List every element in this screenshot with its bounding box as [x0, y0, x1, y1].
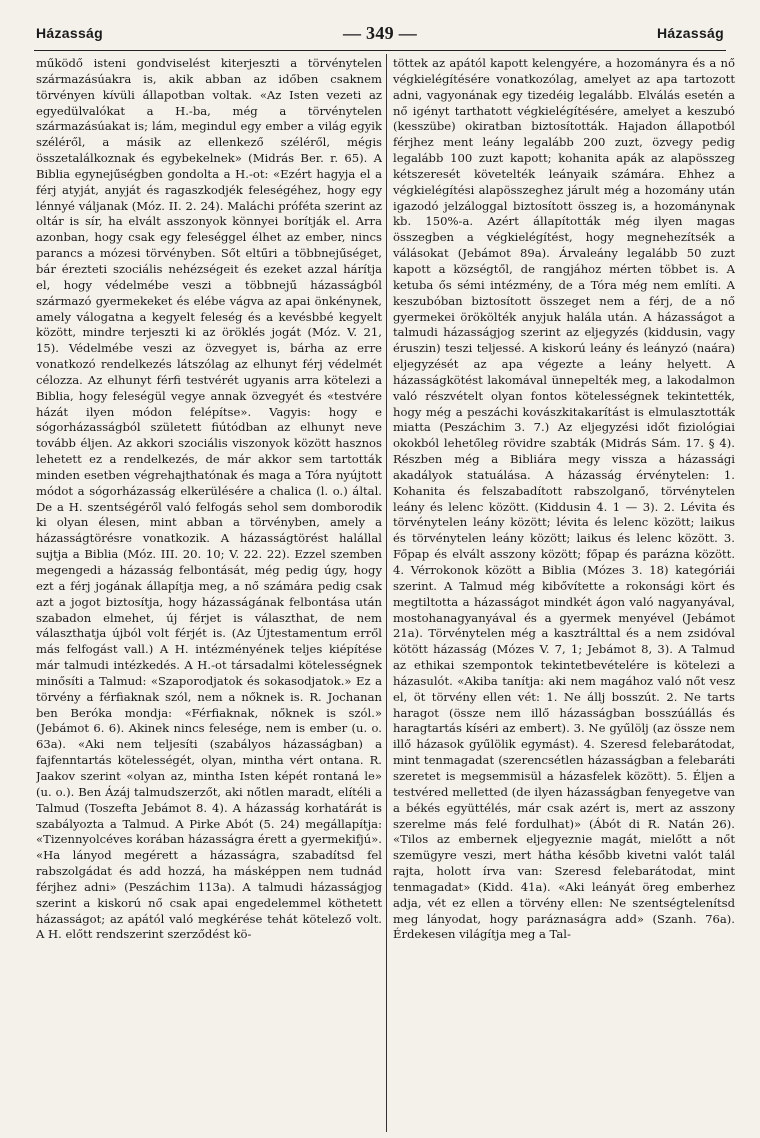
left-column-text: működő isteni gondviselést kiterjeszti a törvénytelen származásúakra is, akik abban az időben csaknem törvényen kívüli állapotban voltak. «Az Isten vezeti az egyedülvalókat a H.-ba, még a törvénytelen származásúakat is; lám, megindul egy ember a világ egyik széléről, a másik az ellenkező széléről, mégis összetalálkoznak és egybekelnek» (Midrás Ber. r. 65). A Biblia egynejűségben gondolta a H.-ot: «Ezért hagyja el a férj atyját, anyját és ragaszkodjék feleségéhez, hogy egy lénnyé váljanak (Móz. II. 2. 24). Maláchi próféta szerint az oltár is sír, ha elvált asszonyok könnyei borítják el. Arra azonban, hogy csak egy feleséggel élhet az ember, nincs parancs a mózesi törvényben. Sőt eltűri a többnejűséget, bár érezteti szociális nehézségeit és ezeket azzal hárítja el, hogy védelmébe veszi a többnejű házasságból származó gyermekeket és elébe vágva az apai önkénynek, amely válogatna a kegyelt feleség és a kevésbbé kegyelt között, mindre terjeszti ki az öröklés jogát (Móz. V. 21, 15). Védelmébe veszi az özvegyet is, bárha az erre vonatkozó rendelkezés látszólag az elhunyt férj védelmét célozza. Az elhunyt férfi testvérét ugyanis arra kötelezi a Biblia, hogy feleségül vegye annak özvegyét és «testvére házát ilyen módon felépítse». Vagyis: hogy e sógorházasságból született fiútódban az elhunyt neve tovább éljen. Az akkori szociális viszonyok között hasznos lehetett ez a rendelkezés, de már akkor sem tartották minden esetben végrehajthatónak és maga a Tóra nyújtott módot a sógorházasság elkerülésére a chalica (l. o.) által. De a H. szentségéről való felfogás sehol sem domborodik ki olyan élesen, mint abban a törvényben, amely a házasságtörésre vonatkozik. A házasságtörést halállal sujtja a Biblia (Móz. III. 20. 10; V. 22. 22). Ezzel szemben megengedi a házasság felbontását, még pedig úgy, hogy ezt a férj jogának állapítja meg, a nő számára pedig csak azt a jogot biztosítja, hogy házasságának felbontása után szabadon elmehet, új férjet is választhat, de nem választhatja újból volt férjét is. (Az Újtestamentum erről más felfogást vall.) A H. intézményének teljes kiépítése már talmudi intézkedés. A H.-ot társadalmi kötelességnek minősíti a Talmud: «Szaporodjatok és sokasodjatok.» Ez a törvény a férfiaknak szól, nem a nőknek is. R. Jochanan ben Beróka mondja: «Férfiaknak, nőknek is szól.» (Jebámot 6. 6). Akinek nincs felesége, nem is ember (u. o. 63a). «Aki nem teljesíti (szabályos házasságban) a fajfenntartás kötelességét, olyan, mintha vért ontana. R. Jaakov szerint «olyan az, mintha Isten képét rontaná le» (u. o.). Ben Ázáj talmudszerzőt, aki nőtlen maradt, elítéli a Talmud (Toszefta Jebámot 8. 4). A házasság korhatárát is szabályozta a Talmud. A Pirke Abót (5. 24) megállapítja: «Tizennyolcéves korában házasságra érett a gyermekifjú». «Ha lányod megérett a házasságra, szabadítsd fel rabszolgádat és add hozzá, ha másképpen nem tudnád férjhez adni» (Peszáchim 113a). A talmudi házasságjog szerint a kiskorú nő csak apai engedelemmel köthetett házasságot; az apától való megkérése tehát kötelező volt. A H. előtt rendszerint szerződést kö-	[36, 56, 382, 942]
left-column	[36, 56, 382, 1134]
page-number: — 349 —	[342, 22, 418, 43]
header-rule	[34, 50, 726, 51]
column-divider	[386, 54, 387, 1132]
header-right-title: Házasság	[656, 25, 724, 41]
running-header	[36, 20, 724, 46]
right-column	[393, 56, 735, 1134]
header-left-title: Házasság	[36, 25, 103, 41]
right-column-text: töttek az apától kapott kelengyére, a hozományra és a nő végkielégítésére vonatkozólag, amelyet az apa tartozott adni, vagyonának egy tizedéig legalább. Elválás esetén a nő igényt tarthatott végkielégítésére, amelyet a keszubó (kesszübe) okiratban biztosították. Hajadon állapotból férjhez ment leány legalább 200 zuzt, özvegy pedig legalább 100 zuzt kapott; kohanita apák az alapösszeg kétszeresét követelték leányaik számára. Ehhez a végkielégítési alapösszeghez járult még a hozomány után igazodó jelzáloggal biztosított összeg is, a hozománynak kb. 150%-a. Azért állapították még ilyen magas összegben a végkielégítést, hogy megnehezítsék a válásokat (Jebámot 89a). Árvaleány legalább 50 zuzt kapott a községtől, de rangjához mérten többet is. A ketuba ős sémi intézmény, de a Tóra még nem említi. A keszubóban biztosított összeget nem a férj, de a nő gyermekei örökölték anyjuk halála után. A házasságot a talmudi házasságjog szerint az eljegyzés (kiddusin, vagy éruszin) teszi teljessé. A kiskorú leány és leányzó (naára) eljegyzését az apa végezte a leány helyett. A házasságkötést lakomával ünnepelték meg, a lakodalmon való részvételt olyan fontos kötelességnek tekintették, hogy még a peszáchi kovászkitakarítást is elmulasztották miatta (Peszáchim 3. 7.) Az eljegyzési időt fiziológiai okokból lehetőleg rövidre szabták (Midrás Sám. 17. § 4). Részben még a Bibliára megy vissza a házassági akadályok statuálása. A házasság érvénytelen: 1. Kohanita és felszabadított rabszolganő, törvénytelen leány és lelenc között. (Kiddusin 4. 1 — 3). 2. Lévita és törvénytelen leány között; lévita és lelenc között; laikus és törvénytelen leány között; laikus és lelenc között. 3. Főpap és elvált asszony között; főpap és parázna között. 4. Vérrokonok között a Biblia (Mózes 3. 18) kategóriái szerint. A Talmud még kibővítette a rokonsági kört és megtiltotta a házasságot mindkét ágon való nagyanyával, mostohanagyanyával és a gyermek menyével (Jebámot 21a). Törvénytelen még a kasztrálttal és a nem zsidóval kötött házasság (Mózes V. 7, 1; Jebámot 8, 3). A Talmud az ethikai szempontok tekintetbevételére is kötelezi a házasulót. «Akiba tanítja: aki nem magához való nőt vesz el, öt törvény ellen vét: 1. Ne állj bosszút. 2. Ne tarts haragot (össze nem illő házasságban bosszúállás és haragtartás kíséri az embert). 3. Ne gyűlölj (az össze nem illő házasok gyűlölik egymást). 4. Szeresd felebarátodat, mint tenmagadat (szerencsétlen házasságban a felebaráti szeretet is megsemmisül a házasfelek között). 5. Éljen a testvéred melletted (de ilyen házasságban fenyegetve van a békés együttélés, már csak azért is, mert az asszony szerelme más felé fordulhat)» (Ábót di R. Natán 26). «Tilos az embernek eljegyeznie magát, mielőtt a nőt szemügyre veszi, mert hátha később kivetni valót talál rajta, holott írva van: Szeresd felebarátodat, mint tenmagadat» (Kidd. 41a). «Aki leányát öreg emberhez adja, vét ez ellen a törvény ellen: Ne szentségtelenítsd meg lányodat, hogy paráznaságra add» (Szanh. 76a). Érdekesen világítja meg a Tal-	[393, 56, 735, 942]
